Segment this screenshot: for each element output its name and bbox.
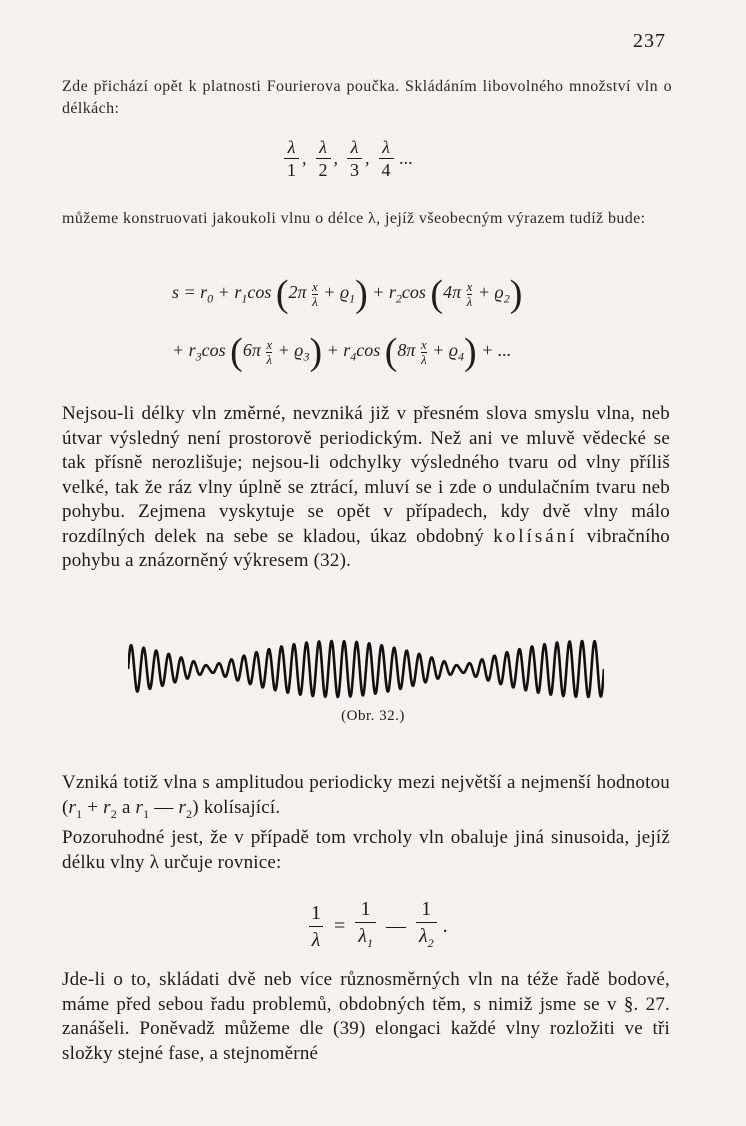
fraction-1: $\frac{\lambda}{1}$ <box>284 138 299 179</box>
wavelength-equation: $\frac{1}{\lambda}$ = $\frac{1}{\lambda_1}$ — $\frac{1}{\lambda_2}$ . <box>302 898 448 954</box>
main-paragraph: Nejsou-li délky vln změrné, nevzniká již v přesném slova smyslu vlna, neb útvar výsledný není prostorově periodickým. Než ani ve mluvě vědecké se tak přísně nerozlišuje; nejsou-li odchylky výsledného tvaru od vlny příliš velké, tak že ráz vlny úplně se ztrácí, mluví se i zde o undulačním tvaru neb pohybu. Zejmena vyskytuje se opět v případech, kdy dvě vlny málo rozdílných delek na sebe se kladou, úkaz obdobný kolísání vibračního pohybu a znázorněný výkresem (32). <box>62 403 670 571</box>
formula-line-1: $s = r_0 + r_1\cos$ (2π $\frac{x}{\lambda}$ + $ϱ_1) + r_2\cos$ (4π $\frac{x}{\lambda}$ + $ϱ_2$) <box>172 273 523 315</box>
construct-sentence: můžeme konstruovati jakoukoli vlnu o délce λ, jejíž všeobecným výrazem tudíž bude: <box>62 210 646 227</box>
series-ellipsis: ... <box>399 148 413 168</box>
intro-paragraph: Zde přichází opět k platnosti Fourierova poučka. Skládáním libovolného množství vln o délkách: <box>62 78 672 117</box>
page-number: 237 <box>633 30 666 52</box>
amplitude-paragraph: Vzniká totiž vlna s amplitudou periodicky mezi největší a nejmenší hodnotou ($r_1 + r_2$ a $r_1$ — $r_2$) kolísající. <box>62 772 670 821</box>
final-paragraph: Jde-li o to, skládati dvě neb více různosměrných vln na téže řadě bodové, máme před sebou řadu problemů, obdobných těm, s nimiž jsme se v §. 27. zanášeli. Poněvadž můžeme dle (39) elongaci každé vlny rozložiti ve tři složky stejné fase, a stejnoměrné <box>62 969 670 1064</box>
figure-caption: (Obr. 32.) <box>341 708 405 724</box>
wavelength-series: $\frac{\lambda}{1}$ , $\frac{\lambda}{2}$ , $\frac{\lambda}{3}$ , $\frac{\lambda}{4}$ ... <box>278 138 413 179</box>
fraction-2: $\frac{\lambda}{2}$ <box>316 138 331 179</box>
notable-paragraph: Pozoruhodné jest, že v případě tom vrcholy vln obaluje jiná sinusoida, jejíž délku vlny λ určuje rovnice: <box>62 827 670 873</box>
emphasized-word: kolísání <box>493 525 578 547</box>
fraction-4: $\frac{\lambda}{4}$ <box>379 138 394 179</box>
beat-wave-figure <box>128 638 604 700</box>
formula-line-2: + $r_3\cos$ (6π $\frac{x}{\lambda}$ + $ϱ_3) + r_4\cos$ (8π $\frac{x}{\lambda}$ + $ϱ_4$) + ... <box>172 331 512 373</box>
wave-curve <box>128 641 604 697</box>
fraction-3: $\frac{\lambda}{3}$ <box>347 138 362 179</box>
